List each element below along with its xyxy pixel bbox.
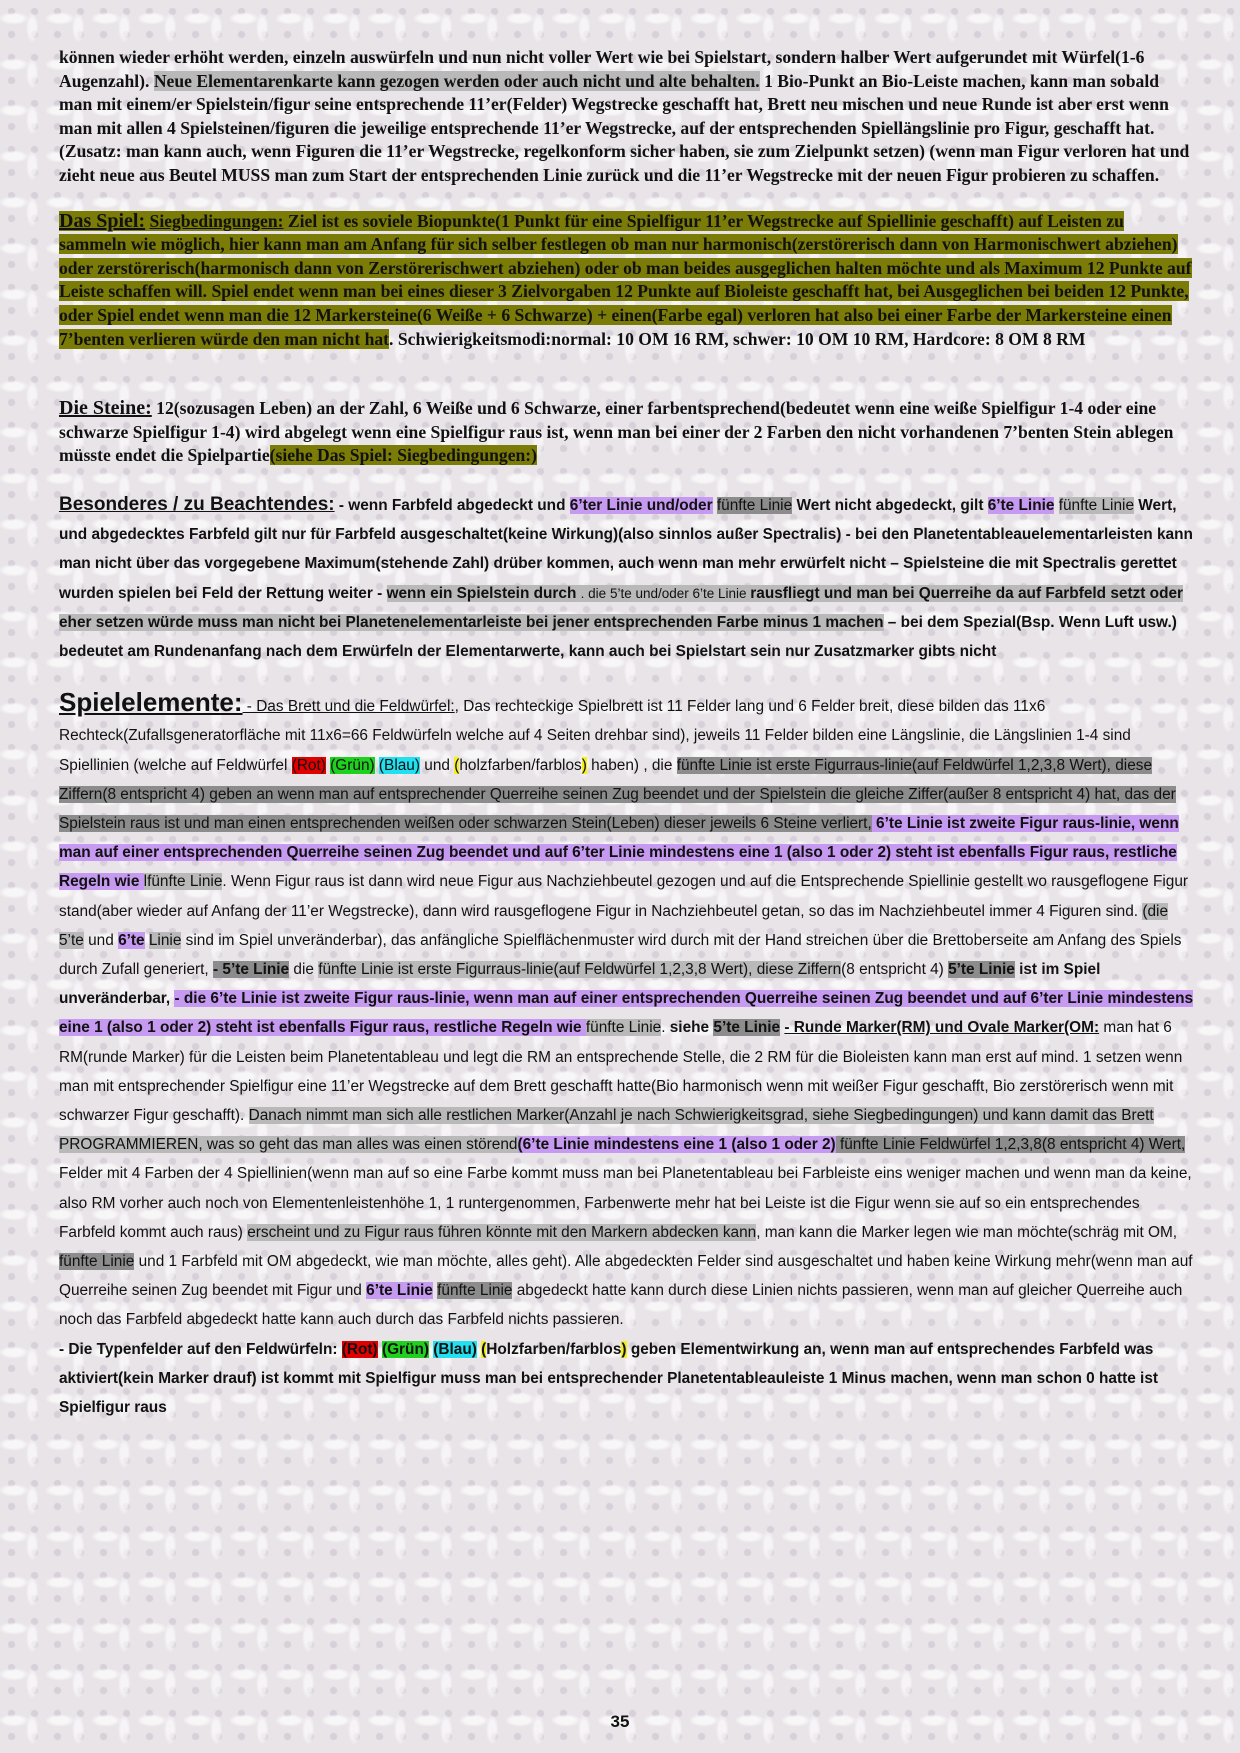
paragraph-round-rules: können wieder erhöht werden, einzeln auswürfeln und nun nicht voller Wert wie bei Spielstart, sondern halber Wert aufgerundet mit Würfel(1-6 Augenzahl). Neue Elementarenkarte kann gezogen werden oder auch nicht und alte behalten. 1 Bio-Punkt an Bio-Leiste machen, kann man sobald man mit einem/er Spielstein/figur seine entsprechende 11’er(Felder) Wegstrecke geschafft hat, Brett neu mischen und neue Runde ist aber erst wenn man mit allen 4 Spielsteinen/figuren die jeweilige entsprechende 11’er Wegstrecke, auf der entsprechenden Spiellängslinie pro Figur, geschafft hat.(Zusatz: man kann auch, wenn Figuren die 11’er Wegstrecke, regelkonform sicher haben, sie zum Zielpunkt setzen) (wenn man Figur verloren hat und zieht neue aus Beutel MUSS man zum Start der entsprechenden Linie zurück und die 11’er Wegstrecke mit der neuen Figur probieren zu schaffen. [59,47,1190,185]
paragraph-besonderes: Besonderes / zu Beachtendes: - wenn Farbfeld abgedeckt und 6’ter Linie und/oder fünfte Linie Wert nicht abgedeckt, gilt 6’te Linie fünfte Linie Wert, und abgedecktes Farbfeld gilt nur für Farbfeld ausgeschaltet(keine Wirkung)(also sinnlos außer Spectralis) - bei den Planetentableauelementarleisten kann man nicht über das vorgegebene Maximum(stehende Zahl) drüber kommen, auch wenn man mehr erwürfelt nicht – Spielsteine die mit Spectralis gerettet wurden spielen bei Feld der Rettung weiter - wenn ein Spielstein durch . die 5’te und/oder 6’te Linie rausfliegt und man bei Querreihe da auf Farbfeld setzt oder eher setzen würde muss man nicht bei Planetenelementarleiste bei jener entsprechenden Farbe minus 1 machen – bei dem Spezial(Bsp. Wenn Luft usw.) bedeutet am Rundenanfang nach dem Erwürfeln der Elementarwerte, kann auch bei Spielstart sein nur Zusatzmarker gibts nicht [59,493,1193,660]
heading-siegbedingungen: Siegbedingungen: [149,210,284,231]
subheading-brett: - Das Brett und die Feldwürfel: [242,698,455,716]
paragraph-spielelemente: Spielelemente: - Das Brett und die Feldwürfel:, Das rechteckige Spielbrett ist 11 Felder lang und 6 Felder breit, diese bilden das 11x6 Rechteck(Zufallsgeneratorfläche mit 11x6=66 Feldwürfeln welche auf 4 Seiten drehbar sind), jeweils 11 Felder bilden eine Längslinie, die Längslinien 1-4 sind Spiellinien (welche auf Feldwürfel (Rot) (Grün) (Blau) und (holzfarben/farblos) haben) , die fünfte Linie ist erste Figurraus-linie(auf Feldwürfel 1,2,3,8 Wert), diese Ziffern(8 entspricht 4) geben an wenn man auf entsprechender Querreihe seinen Zug beendet und der Spielstein die gleiche Ziffer(außer 8 entspricht 4) hat, das der Spielstein raus ist und man einen entsprechenden weißen oder schwarzen Stein(Leben) dieser jeweils 6 Steine verliert, 6’te Linie ist zweite Figur raus-linie, wenn man auf einer entsprechenden Querreihe seinen Zug beendet und auf 6’ter Linie mindestens eine 1 (also 1 oder 2) steht ist ebenfalls Figur raus, restliche Regeln wie lfünfte Linie. Wenn Figur raus ist dann wird neue Figur aus Nachziehbeutel gezogen und auf die Entsprechende Spiellinie gestellt wo rausgeflogene Figur stand(aber wieder auf Anfang der 11’er Wegstrecke), dann wird rausgeflogene Figur in Nachziehbeutel getan, so das im Nachziehbeutel immer 4 Figuren sind. (die 5’te und 6’te Linie sind im Spiel unveränderbar), das anfängliche Spielflächenmuster wird durch mit der Hand streichen über die Brettoberseite am Anfang des Spiels durch Zufall generiert, - 5’te Linie die fünfte Linie ist erste Figurraus-linie(auf Feldwürfel 1,2,3,8 Wert), diese Ziffern(8 entspricht 4) 5’te Linie ist im Spiel unveränderbar, - die 6’te Linie ist zweite Figur raus-linie, wenn man auf einer entsprechenden Querreihe seinen Zug beendet und auf 6’ter Linie mindestens eine 1 (also 1 oder 2) steht ist ebenfalls Figur raus, restliche Regeln wie fünfte Linie. siehe 5’te Linie - Runde Marker(RM) und Ovale Marker(OM: man hat 6 RM(runde Marker) für die Leisten beim Planetentableau und legt die RM an entsprechende Stelle, die 2 RM für die Bioleisten kann man erst auf mind. 1 setzen wenn man mit entsprechender Spielfigur eine 11’er Wegstrecke auf dem Brett geschafft hatte(Bio harmonisch wenn mit weißer Figur geschafft, Bio zerstörerisch wenn mit schwarzer Figur geschafft). Danach nimmt man sich alle restlichen Marker(Anzahl je nach Schwierigkeitsgrad, siehe Siegbedingungen) und kann damit das Brett PROGRAMMIEREN, was so geht das man alles was einen störend(6’te Linie mindestens eine 1 (also 1 oder 2) fünfte Linie Feldwürfel 1,2,3,8(8 entspricht 4) Wert, Felder mit 4 Farben der 4 Spiellinien(wenn man auf so eine Farbe kommt muss man bei Planetentableau bei Farbleiste eins weniger machen und wenn man da keine, also RM vorher auch noch von Elementenleistenhöhe 1, 1 runtergenommen, Farbenwerte mehr hat bei Leiste ist die Figur wenn sie auf so ein entsprechendes Farbfeld kommt auch raus) erscheint und zu Figur raus führen könnte mit den Markern abdecken kann, man kann die Marker legen wie man möchte(schräg mit OM, fünfte Linie und 1 Farbfeld mit OM abgedeckt, wie man möchte, alles geht). Alle abgedeckten Felder sind ausgeschaltet und haben keine Wirkung mehr(wenn man auf Querreihe seinen Zug beendet mit Figur und 6’te Linie fünfte Linie abgedeckt hatte kann durch diese Linien nichts passieren, wenn man auf gleicher Querreihe auch noch das Farbfeld abgedeckt hatte kann auch durch das Farbfeld nichts passieren. [59,687,1194,1329]
document-page [59,46,1194,1422]
color-tag-green: (Grün) [330,756,375,774]
heading-die-steine: Die Steine: [59,397,152,420]
color-tag-blue: (Blau) [378,756,420,774]
paragraph-victory-conditions: Das Spiel: Siegbedingungen: Ziel ist es soviele Biopunkte(1 Punkt für eine Spielfigur 11’er Wegstrecke auf Spiellinie geschafft) auf Leisten zu sammeln wie möglich, hier kann man am Anfang für sich selber festlegen ob man nur harmonisch(zerstörerisch dann von Harmonischwert abziehen) oder zerstörerisch(harmonisch dann von Zerstörerischwert abziehen) oder ob man beides ausgeglichen halten möchte und als Maximum 12 Punkte auf Leiste schaffen will. Spiel endet wenn man bei eines dieser 3 Zielvorgaben 12 Punkte auf Bioleiste geschafft hat, bei Ausgeglichen bei beiden 12 Punkte, oder Spiel endet wenn man die 12 Markersteine(6 Weiße + 6 Schwarze) + einen(Farbe egal) verloren hat also bei einer Farbe der Markersteine einen 7’benten verlieren würde den man nicht hat. Schwierigkeitsmodi:normal: 10 OM 16 RM, schwer: 10 OM 10 RM, Hardcore: 8 OM 8 RM [59,209,1192,349]
color-tag-green: (Grün) [381,1340,429,1358]
heading-besonderes: Besonderes / zu Beachtendes: [59,493,335,515]
heading-das-spiel: Das Spiel: [59,209,146,232]
color-tag-blue: (Blau) [433,1340,477,1358]
color-tag-red: (Rot) [341,1340,378,1358]
color-tag-red: (Rot) [291,756,326,774]
page-number: 35 [610,1712,630,1731]
paragraph-typenfelder: - Die Typenfelder auf den Feldwürfeln: (Rot) (Grün) (Blau) (Holzfarben/farblos) geben Elementwirkung an, wenn man auf entsprechendes Farbfeld was aktiviert(kein Marker drauf) ist kommt mit Spielfigur muss man bei entsprechender Planetentableauleiste 1 Minus machen, wenn man schon 0 hatte ist Spielfigur raus [59,1340,1159,1416]
heading-spielelemente: Spielelemente: [59,687,243,718]
paragraph-die-steine: Die Steine: 12(sozusagen Leben) an der Zahl, 6 Weiße und 6 Schwarze, einer farbentsprechend(bedeutet wenn eine weiße Spielfigur 1-4 oder eine schwarze Spielfigur 1-4) wird abgelegt wenn eine Spielfigur raus ist, wenn man bei einer der 2 Farben den nicht vorhandenen 7’benten Stein ablegen müsste endet die Spielpartie(siehe Das Spiel: Siegbedingungen:) [59,397,1174,466]
